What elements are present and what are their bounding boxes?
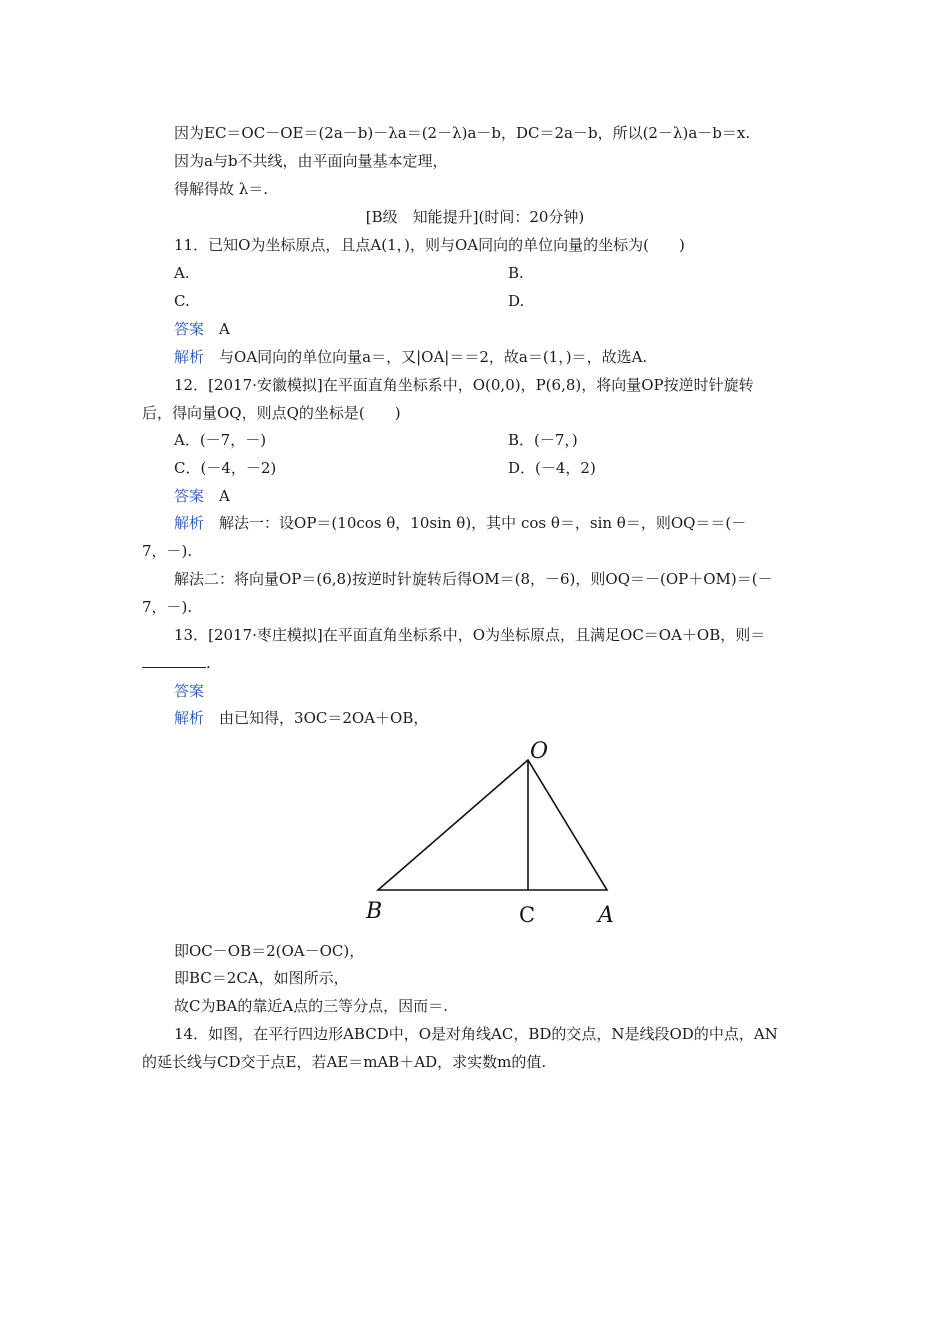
question-11-stem: 11．已知O为坐标原点，且点A(1，)，则与OA同向的单位向量的坐标为( ) — [174, 236, 685, 254]
triangle-figure — [356, 736, 624, 934]
question-11-option-a: A. — [174, 264, 190, 282]
answer-label: 答案 — [174, 682, 205, 700]
explanation-line — [174, 708, 428, 728]
question-12-option-d: D．(－4，2) — [508, 459, 596, 477]
question-13-stem-cont: . — [142, 653, 211, 673]
explanation-line: 故C为BA的靠近A点的三等分点，因而＝. — [174, 997, 448, 1015]
question-11-option-c: C. — [174, 292, 190, 310]
solution-line: 得解得故 λ＝. — [174, 180, 269, 198]
point-label-c: C — [519, 903, 536, 927]
explanation-label: 解析 — [174, 709, 205, 727]
answer-line — [174, 319, 230, 339]
explanation-cont: 7，－). — [142, 598, 193, 616]
question-11-option-b: B. — [508, 264, 524, 282]
explanation-line: 即OC－OB＝2(OA－OC)， — [174, 942, 365, 960]
explanation-line: 解法二：将向量OP＝(6,8)按逆时针旋转后得OM＝(8，－6)，则OQ＝－(OP＋OM)＝(－ — [174, 570, 773, 588]
answer-blank — [142, 653, 206, 668]
question-13-stem: 13．[2017·枣庄模拟]在平面直角坐标系中，O为坐标原点，且满足OC＝OA＋OB，则＝ — [174, 626, 766, 644]
point-label-o: O — [530, 739, 549, 764]
explanation-text: 由已知得，3OC＝2OA＋OB， — [219, 709, 429, 727]
question-14-stem: 14．如图，在平行四边形ABCD中，O是对角线AC，BD的交点，N是线段OD的中点，AN — [174, 1025, 778, 1043]
solution-line: 因为a与b不共线，由平面向量基本定理， — [174, 152, 448, 170]
explanation-cont: 7，－). — [142, 542, 193, 560]
question-12-option-a: A．(－7，－) — [174, 431, 267, 449]
question-12-option-c: C．(－4，－2) — [174, 459, 277, 477]
explanation-text: 与OA同向的单位向量a＝，又|OA|＝＝2，故a＝(1，)＝，故选A. — [219, 348, 648, 366]
question-14-stem-cont: 的延长线与CD交于点E，若AE＝mAB＋AD，求实数m的值. — [142, 1053, 547, 1071]
answer-label: 答案 — [174, 487, 205, 505]
answer-line — [174, 486, 230, 506]
explanation-line — [174, 347, 647, 367]
triangle-obA — [378, 760, 607, 890]
question-11-option-d: D. — [508, 292, 525, 310]
explanation-text: 解法一：设OP＝(10cos θ，10sin θ)，其中 cos θ＝，sin θ＝，则OQ＝＝(－ — [219, 514, 747, 532]
solution-line: 因为EC＝OC－OE＝(2a－b)－λa＝(2－λ)a－b，DC＝2a－b，所以(2－λ)a－b＝x. — [174, 124, 751, 142]
explanation-line: 即BC＝2CA，如图所示， — [174, 969, 349, 987]
explanation-line — [174, 513, 746, 533]
point-label-a: A — [598, 903, 614, 928]
point-label-b: B — [366, 899, 383, 924]
section-heading: [B级 知能提升](时间：20分钟) — [365, 208, 585, 226]
explanation-label: 解析 — [174, 348, 205, 366]
answer-value: A — [219, 487, 230, 505]
answer-label: 答案 — [174, 320, 205, 338]
question-12-option-b: B．(－7，) — [508, 431, 578, 449]
answer-value: A — [219, 320, 230, 338]
question-12-stem-cont: 后，得向量OQ，则点Q的坐标是( ) — [142, 404, 401, 422]
explanation-label: 解析 — [174, 514, 205, 532]
question-12-stem: 12．[2017·安徽模拟]在平面直角坐标系中，O(0,0)，P(6,8)，将向量OP按逆时针旋转 — [174, 376, 754, 394]
